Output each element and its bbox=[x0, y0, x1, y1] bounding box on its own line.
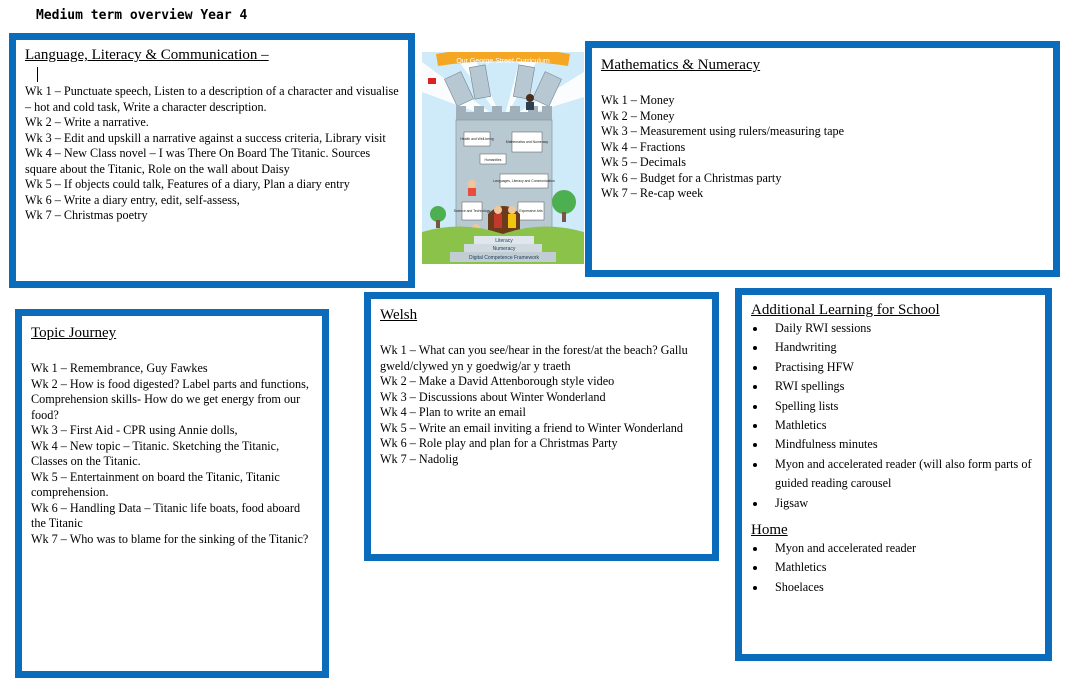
poster-room: Languages, Literacy and Communication bbox=[493, 179, 555, 183]
topic-line: Wk 3 – First Aid - CPR using Annie dolls, bbox=[31, 423, 238, 437]
maths-line: Wk 2 – Money bbox=[601, 108, 675, 123]
topic-line: Wk 7 – Who was to blame for the sinking of the Titanic? bbox=[31, 531, 309, 546]
topic-line: Wk 6 – Handling Data – Titanic life boats, food aboard the Titanic bbox=[31, 500, 301, 530]
list-item: Handwriting bbox=[751, 338, 1037, 357]
list-item: Mindfulness minutes bbox=[751, 435, 1037, 454]
home-heading: Home bbox=[751, 522, 788, 539]
literacy-line: Wk 5 – If objects could talk, Features of a diary, Plan a diary entry bbox=[25, 177, 350, 191]
list-item: Myon and accelerated reader (will also form parts of guided reading carousel bbox=[751, 455, 1037, 494]
maths-line: Wk 7 – Re-cap week bbox=[601, 186, 704, 200]
additional-learning-panel bbox=[735, 288, 1052, 661]
castle-illustration bbox=[422, 52, 584, 264]
page-title: Medium term overview Year 4 bbox=[36, 8, 248, 23]
poster-banner: Our George Street Curriculum bbox=[456, 58, 550, 65]
topic-line: Wk 2 – How is food digested? Label parts and functions, Comprehension skills- How do we get energy from our food? bbox=[31, 376, 309, 422]
literacy-line: Wk 1 – Punctuate speech, Listen to a description of a character and visualise – hot and cold task, Write a character description. bbox=[25, 84, 399, 114]
poster-room: Expressive Arts bbox=[519, 209, 543, 213]
list-item: Mathletics bbox=[751, 558, 1037, 577]
literacy-heading: Language, Literacy & Communication – bbox=[25, 47, 269, 63]
topic-line: Wk 5 – Entertainment on board the Titanic, Titanic comprehension. bbox=[31, 469, 280, 499]
poster-step: Digital Competence Framework bbox=[468, 255, 540, 261]
list-item: Spelling lists bbox=[751, 397, 1037, 416]
literacy-line: Wk 2 – Write a narrative. bbox=[25, 115, 149, 129]
literacy-line: Wk 6 – Write a diary entry, edit, self-assess, bbox=[25, 192, 240, 207]
maths-line: Wk 6 – Budget for a Christmas party bbox=[601, 170, 782, 185]
home-list bbox=[751, 539, 1037, 597]
poster-room: Health and Well-being bbox=[460, 137, 494, 141]
poster-room: Science and Technology bbox=[453, 209, 491, 213]
topic-heading: Topic Journey bbox=[31, 325, 117, 341]
list-item: Practising HFW bbox=[751, 358, 1037, 377]
maths-panel bbox=[585, 41, 1060, 277]
literacy-panel bbox=[9, 33, 415, 288]
literacy-line: Wk 3 – Edit and upskill a narrative against a success criteria, Library visit bbox=[25, 130, 386, 145]
list-item: RWI spellings bbox=[751, 377, 1037, 396]
literacy-line: Wk 4 – New Class novel – I was There On Board The Titanic. Sources square about the Titanic, Role on the wall about Daisy bbox=[25, 146, 371, 176]
additional-list bbox=[751, 319, 1037, 513]
maths-line: Wk 4 – Fractions bbox=[601, 139, 686, 154]
poster-step: Literacy bbox=[495, 238, 513, 244]
curriculum-poster-image bbox=[422, 52, 584, 264]
poster-room: Mathematics and Numeracy bbox=[505, 140, 549, 144]
list-item: Shoelaces bbox=[751, 578, 1037, 597]
welsh-line: Wk 6 – Role play and plan for a Christmas Party bbox=[380, 436, 618, 450]
maths-line: Wk 1 – Money bbox=[601, 93, 675, 107]
list-item: Jigsaw bbox=[751, 494, 1037, 513]
topic-line: Wk 4 – New topic – Titanic. Sketching the Titanic, Classes on the Titanic. bbox=[31, 438, 280, 468]
maths-line: Wk 3 – Measurement using rulers/measuring tape bbox=[601, 124, 845, 138]
welsh-line: Wk 5 – Write an email inviting a friend to Winter Wonderland bbox=[380, 420, 683, 435]
welsh-panel bbox=[364, 292, 719, 561]
welsh-line: Wk 4 – Plan to write an email bbox=[380, 405, 526, 419]
welsh-heading: Welsh bbox=[380, 307, 418, 323]
topic-panel bbox=[15, 309, 329, 678]
welsh-line: Wk 3 – Discussions about Winter Wonderland bbox=[380, 389, 606, 404]
list-item: Daily RWI sessions bbox=[751, 319, 1037, 338]
list-item: Myon and accelerated reader bbox=[751, 539, 1037, 558]
topic-line: Wk 1 – Remembrance, Guy Fawkes bbox=[31, 361, 208, 375]
maths-heading: Mathematics & Numeracy bbox=[601, 57, 761, 73]
welsh-line: Wk 7 – Nadolig bbox=[380, 451, 459, 466]
list-item: Mathletics bbox=[751, 416, 1037, 435]
maths-line: Wk 5 – Decimals bbox=[601, 155, 686, 169]
additional-heading: Additional Learning for School bbox=[751, 302, 940, 318]
poster-room: Humanities bbox=[484, 158, 502, 162]
welsh-line: Wk 1 – What can you see/hear in the forest/at the beach? Gallu gweld/clywed yn y goedwig/ar y traeth bbox=[380, 343, 688, 373]
text-cursor bbox=[37, 67, 38, 82]
literacy-line: Wk 7 – Christmas poetry bbox=[25, 208, 148, 222]
poster-step: Numeracy bbox=[492, 246, 516, 252]
welsh-line: Wk 2 – Make a David Attenborough style video bbox=[380, 374, 615, 388]
